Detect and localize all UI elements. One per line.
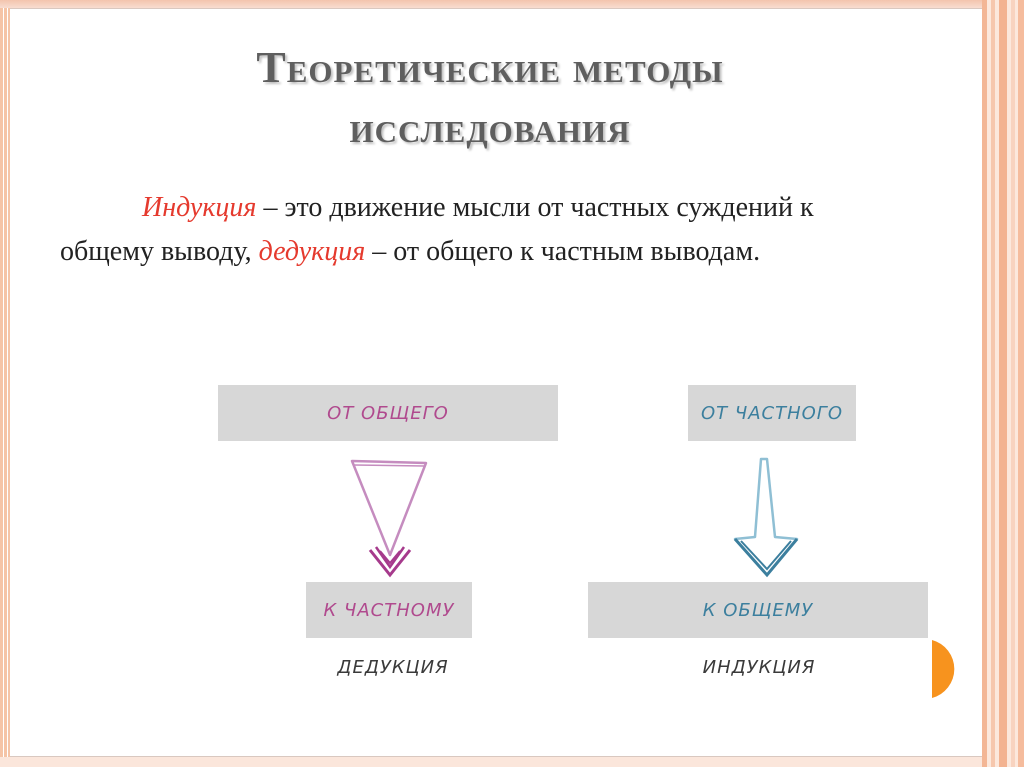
induction-caption-label: ИНДУКЦИЯ	[702, 657, 816, 678]
definition-paragraph	[60, 186, 860, 274]
title-line-1: Теоретические методы	[256, 43, 724, 92]
deduction-bottom-label: К ЧАСТНОМУ	[323, 599, 455, 621]
frame-top-border	[0, 0, 985, 8]
page-title	[110, 38, 870, 158]
deduction-top-label: ОТ ОБЩЕГО	[327, 402, 449, 424]
title-line-2: исследования	[349, 103, 631, 152]
deduction-caption	[310, 657, 476, 678]
deduction-bottom-box	[306, 582, 472, 638]
deduction-arrow-icon	[340, 455, 440, 580]
orange-half-circle-decoration	[928, 638, 978, 700]
induction-bottom-box	[588, 582, 928, 638]
frame-bottom-border	[0, 757, 985, 767]
induction-top-label: ОТ ЧАСТНОГО	[700, 402, 843, 424]
induction-arrow-icon	[725, 455, 805, 580]
paragraph-part-1: – это движение мысли от частных суждений к общему выводу,	[60, 192, 814, 267]
deduction-top-box	[218, 385, 558, 441]
frame-right-stripes	[982, 0, 1024, 767]
term-deduction: дедукция	[258, 236, 366, 267]
induction-top-box	[688, 385, 856, 441]
frame-inner-line-bottom	[10, 756, 982, 757]
frame-left-border	[0, 0, 10, 767]
term-induction: Индукция	[142, 192, 257, 223]
deduction-caption-label: ДЕДУКЦИЯ	[337, 657, 449, 678]
induction-bottom-label: К ОБЩЕМУ	[702, 599, 814, 621]
frame-inner-line-top	[10, 8, 982, 9]
induction-caption	[676, 657, 842, 678]
paragraph-part-2: – от общего к частным выводам.	[365, 236, 761, 267]
